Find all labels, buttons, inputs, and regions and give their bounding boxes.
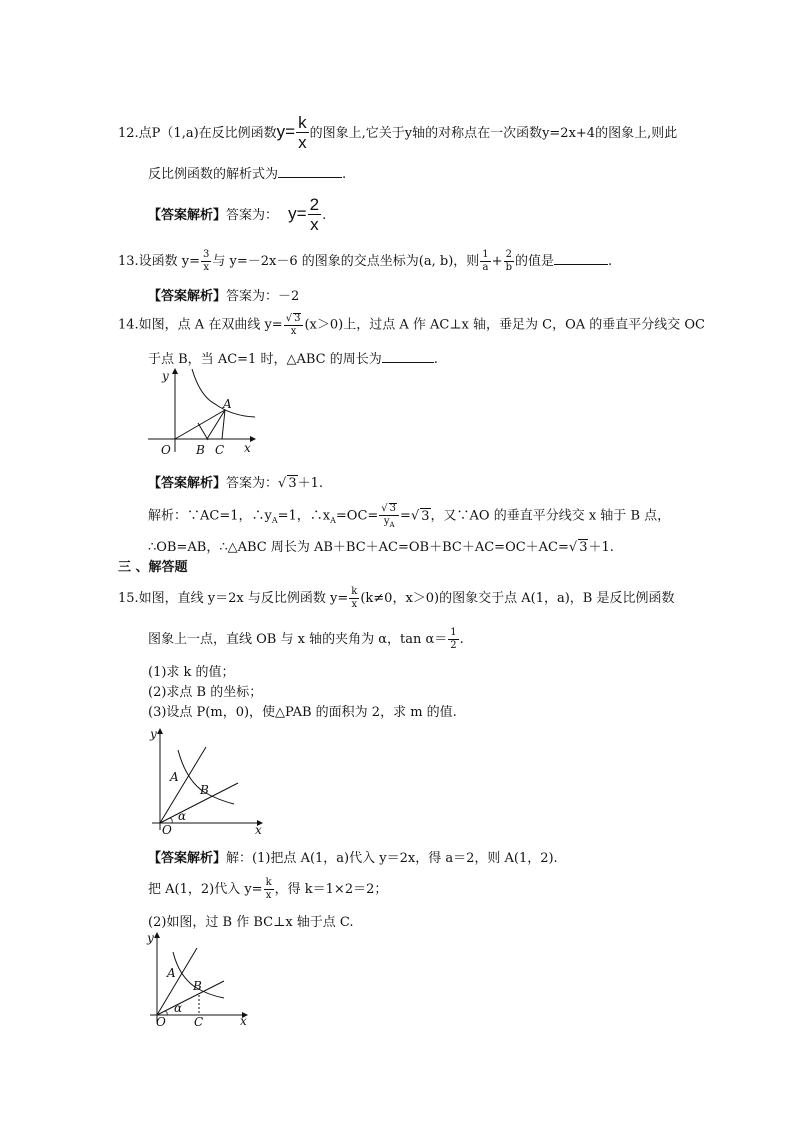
q14-sol1-e: ，又∵AO 的垂直平分线交 x 轴于 B 点，: [430, 508, 671, 524]
q15-answer-l1: 解：(1)把点 A(1，a)代入 y＝2x，得 a＝2，则 A(1，2).: [226, 851, 558, 866]
q15-tan-num: 1: [450, 627, 457, 638]
q12-func-fraction: [296, 114, 309, 151]
q14-solution-line2: ∴OB=AB，∴△ABC 周长为 AB＋BC＋AC=OB＋BC＋AC=OC＋AC=√ 3＋1.: [148, 540, 614, 555]
q15-fig2-label-x: x: [240, 1014, 247, 1028]
q15-line1: [118, 587, 675, 610]
q15-fig2-label-O: O: [156, 1015, 166, 1029]
q14-label-y: y: [162, 369, 169, 383]
q12-answer-end: .: [322, 207, 327, 223]
q14-frac-num: √ 3: [284, 313, 304, 326]
q13-frac1-num: 3: [203, 249, 210, 260]
answer-label: 【答案解析】: [148, 207, 227, 223]
q12-func-y: y=: [276, 121, 296, 141]
q12-answer-text: 答案为：: [226, 207, 279, 223]
q14-sol1-a: 解析：∵AC=1，∴y: [148, 508, 272, 524]
q15-answer-line3: (2)如图，过 B 作 BC⊥x 轴于点 C.: [148, 915, 354, 930]
q14-label-C: C: [215, 443, 225, 457]
q13-text-end: .: [607, 254, 613, 269]
q14-line1: [118, 313, 705, 337]
q15-fig1-y-arrow: [157, 728, 163, 734]
q15-line2: [148, 628, 464, 651]
q14-label-B: B: [196, 443, 205, 457]
q12-func-den: x: [298, 133, 307, 152]
q14-solution-line1: 解析：∵AC=1，$\therefore y_A=1$，$\therefore x_A=OC=$ $\frac{√ 3}{y_A}$ =√ 3，又∵AO 的垂直平分线交 x 轴于 B 点，: [148, 503, 671, 529]
q12-line2-end: .: [342, 167, 347, 182]
q15-fig1-label-x: x: [255, 823, 262, 837]
q13-fraction-2: [480, 250, 490, 273]
q15-fig2-label-C: C: [194, 1015, 204, 1029]
q13-text-a: 13.设函数 y=: [118, 254, 201, 269]
q12-line2: [148, 163, 346, 182]
q12-answer-y: y=: [288, 203, 307, 223]
q14-figure: [140, 364, 266, 460]
q15-frac-den: x: [351, 599, 358, 610]
q15-answer-fraction: [264, 878, 274, 901]
q14-label-A: A: [223, 397, 232, 411]
q15-tan-fraction: [448, 628, 458, 651]
q14-label-O: O: [161, 443, 171, 457]
q14-blank: [382, 362, 434, 363]
q12-answer-den: x: [310, 215, 319, 234]
q15-fig1-label-alpha: α: [178, 809, 187, 823]
q12-answer-func: [288, 195, 322, 234]
q14-answer-text: 答案为：: [226, 476, 279, 491]
q13-frac2-num: 1: [482, 249, 489, 260]
q14-x-arrow: [250, 436, 256, 442]
q13-frac3-num: 2: [504, 250, 514, 262]
answer-label: 【答案解析】: [148, 289, 227, 304]
q14-sol2-b: ＋1.: [588, 540, 614, 555]
q15-answer-line1: [148, 847, 558, 866]
q15-fig1-label-A: A: [170, 770, 179, 784]
q15-sub2: (2)求点 B 的坐标；: [148, 685, 263, 700]
q14-frac-num-sqrt: 3: [294, 313, 301, 324]
q15-line2-a: 图象上一点，直线 OB 与 x 轴的夹角为 α，tan α＝: [148, 632, 448, 647]
q14-answer-tail: ＋1.: [297, 476, 324, 491]
q13-text-b: 与 y=－2x－6 的图象的交点坐标为(a, b)，则: [212, 254, 480, 269]
q14-sol1-sub2: A: [330, 516, 336, 526]
q12-answer: [148, 196, 326, 233]
q15-tan-den: 2: [450, 640, 457, 651]
q14-line2-a: 于点 B，当 AC=1 时，△ABC 的周长为: [148, 352, 382, 367]
q14-sol1-d: =: [400, 508, 411, 524]
answer-label: 【答案解析】: [148, 476, 227, 491]
q13-fraction-1: [201, 250, 211, 273]
q14-sol1-frac-den-sub: A: [389, 521, 395, 529]
q14-sol1-b: =1，∴x: [277, 508, 331, 524]
q12-line2-text: 反比例函数的解析式为: [148, 167, 279, 182]
q15-line1-b: (k≠0，x＞0)的图象交于点 A(1，a)，B 是反比例函数: [360, 591, 675, 606]
answer-label: 【答案解析】: [148, 851, 227, 866]
q14-sol1-c: =OC=: [335, 508, 379, 524]
q15-fraction: [349, 587, 359, 610]
q14-sol1-frac-den-y: y: [383, 516, 390, 527]
q14-label-x: x: [244, 441, 251, 455]
q13-plus: +: [491, 254, 503, 269]
q15-fig1-label-y: y: [150, 727, 157, 741]
q12-answer-fraction: [308, 196, 321, 233]
q14-sol1-fraction: [379, 503, 399, 529]
q14-perp-bisector: [198, 423, 208, 440]
q15-fig2-label-B: B: [193, 979, 202, 993]
q15-frac-num: k: [351, 586, 358, 597]
q14-sol1-frac-num-sqrt: 3: [389, 503, 397, 514]
q13-fraction-3: [504, 250, 514, 273]
q15-line1-a: 15.如图，直线 y＝2x 与反比例函数 y=: [118, 591, 349, 606]
q13-answer-text: 答案为：－2: [226, 289, 300, 304]
q14-answer: 【答案解析】答案为：√ 3＋1.: [148, 476, 324, 491]
q15-answer-l2-num: k: [265, 877, 272, 888]
q13-answer: [148, 285, 299, 304]
q15-fig1-label-O: O: [162, 823, 172, 837]
q13-frac2-den: a: [482, 262, 489, 273]
q15-fig2-y-arrow: [154, 932, 160, 938]
q12-func-num: k: [298, 113, 307, 132]
q15-fig2-label-y: y: [147, 931, 154, 945]
q15-fig2-label-alpha: α: [174, 1001, 183, 1015]
q14-sol1-frac-den: [379, 516, 399, 529]
q13-text-c: 的值是: [514, 254, 554, 269]
q13-line1: [118, 250, 612, 273]
q14-answer-sqrt: 3: [288, 476, 297, 491]
q14-frac-den: x: [290, 326, 297, 337]
q15-fig2-label-A: A: [167, 966, 176, 980]
q13-frac1-den: x: [203, 262, 210, 273]
q14-sol1-sub1: A: [271, 516, 278, 526]
q12-prefix: 12.点P（1,a)在反比例函数: [118, 125, 277, 141]
q15-sub1: (1)求 k 的值；: [148, 665, 235, 680]
q13-blank: [554, 264, 608, 265]
q14-sol1-frac-num: √ 3: [379, 503, 399, 516]
q14-fraction: [284, 313, 304, 337]
q14-line2-end: .: [433, 352, 438, 367]
q15-sub3: (3)设点 P(m，0)，使△PAB 的面积为 2，求 m 的值.: [148, 705, 457, 720]
q14-line1-a: 14.如图，点 A 在双曲线 y=: [118, 317, 283, 333]
q14-line1-b: (x＞0)上，过点 A 作 AC⊥x 轴，垂足为 C，OA 的垂直平分线交 OC: [304, 317, 706, 333]
section-3-title: 三 、解答题: [118, 560, 188, 575]
q14-segment-OA: [175, 410, 225, 439]
q12-func: [276, 113, 310, 152]
q12-line1: [118, 114, 677, 151]
q15-answer-l2-b: ，得 k＝1×2＝2；: [274, 882, 388, 897]
q15-answer-l2-den: x: [265, 890, 272, 901]
q12-blank: [278, 177, 342, 178]
q13-frac3-den: b: [505, 262, 512, 273]
q14-sol2-a: ∴OB=AB，∴△ABC 周长为 AB＋BC＋AC=OB＋BC＋AC=OC＋AC=: [148, 540, 569, 555]
q15-answer-line2: [148, 878, 387, 901]
q14-y-arrow: [172, 368, 178, 374]
q15-figure-2: [142, 926, 257, 1030]
q15-figure-1: [142, 722, 272, 840]
q15-fig1-label-B: B: [200, 783, 209, 797]
q12-answer-num: 2: [309, 195, 320, 214]
q12-suffix: 的图象上,它关于y轴的对称点在一次函数y=2x+4的图象上,则此: [309, 125, 678, 141]
q15-answer-l2-a: 把 A(1，2)代入 y=: [148, 882, 263, 897]
q15-line2-end: .: [459, 632, 464, 647]
q14-sol1-sqrt: 3: [421, 508, 430, 524]
q14-sol2-sqrt: 3: [579, 540, 588, 555]
